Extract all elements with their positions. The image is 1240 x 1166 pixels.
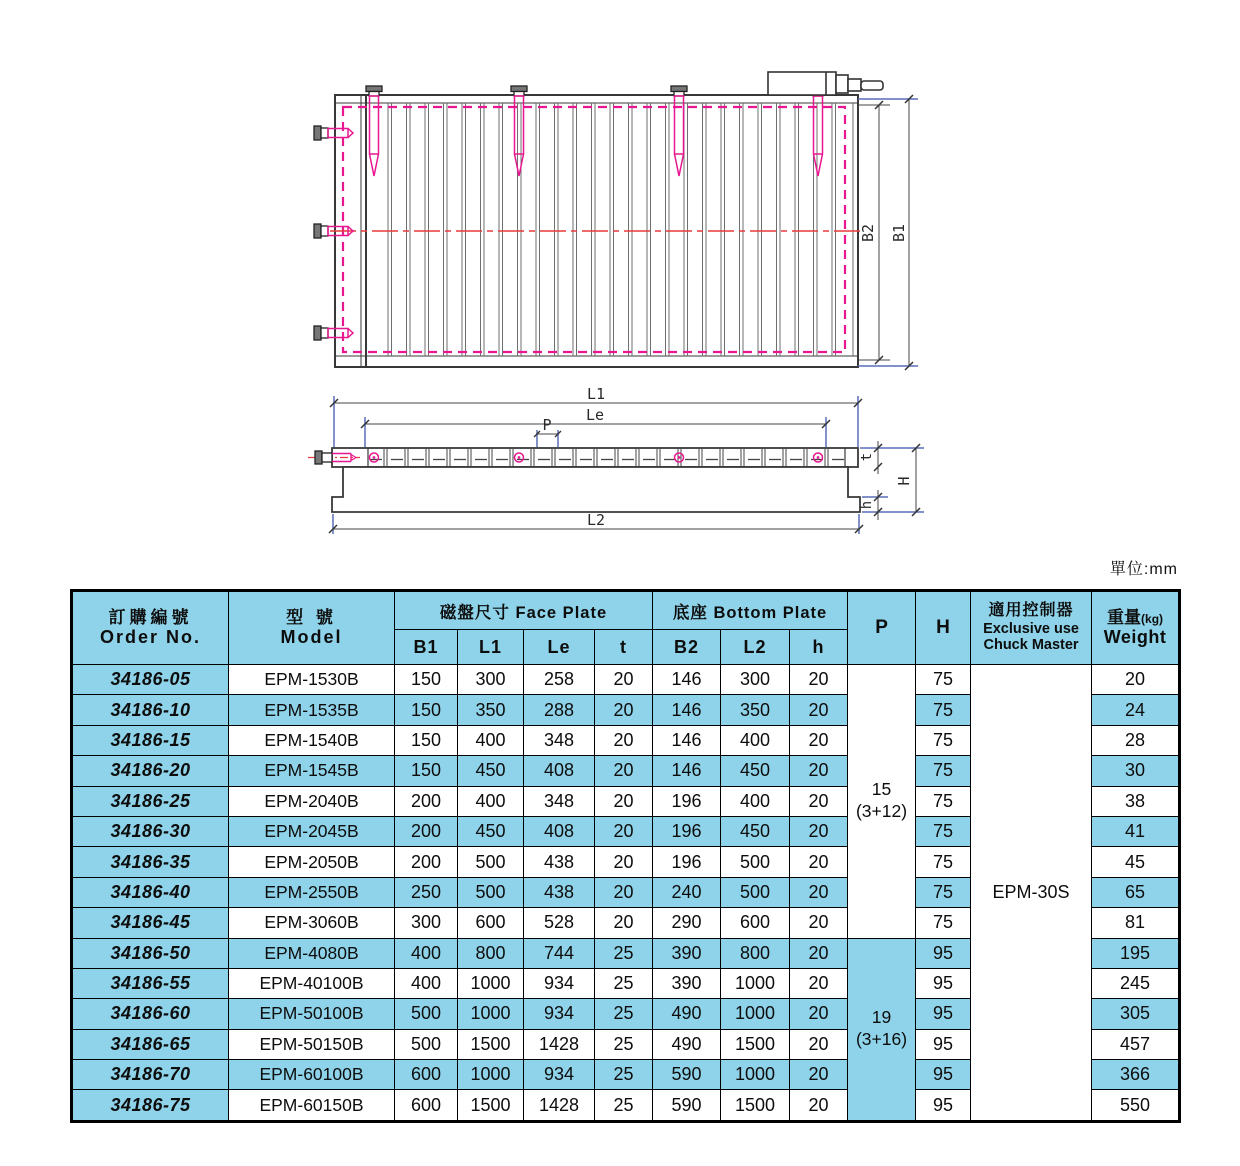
l1-cell: 600 — [458, 908, 524, 938]
header-face-plate: 磁盤尺寸 Face Plate — [395, 591, 653, 630]
order-no-cell: 34186-40 — [72, 877, 229, 907]
model-cell: EPM-1530B — [229, 665, 395, 695]
h-cell: 20 — [790, 1060, 848, 1090]
dim-label-t: t — [859, 452, 875, 462]
H-cell: 75 — [916, 725, 971, 755]
H-cell: 75 — [916, 665, 971, 695]
l2-cell: 1500 — [721, 1029, 790, 1059]
technical-drawing — [0, 0, 1240, 560]
l2-cell: 1000 — [721, 999, 790, 1029]
header-sub-l1: L1 — [458, 630, 524, 665]
l1-cell: 500 — [458, 847, 524, 877]
model-cell: EPM-2045B — [229, 816, 395, 846]
dim-label-b2: B2 — [859, 223, 877, 243]
order-no-cell: 34186-20 — [72, 756, 229, 786]
order-no-cell: 34186-30 — [72, 816, 229, 846]
h-cell: 20 — [790, 968, 848, 998]
weight-cell: 245 — [1092, 968, 1180, 998]
H-cell: 95 — [916, 938, 971, 968]
header-model — [229, 591, 395, 665]
b2-cell: 490 — [653, 1029, 721, 1059]
H-cell: 95 — [916, 1090, 971, 1121]
model-cell: EPM-1540B — [229, 725, 395, 755]
weight-cell: 24 — [1092, 695, 1180, 725]
model-cell: EPM-60100B — [229, 1060, 395, 1090]
weight-cell: 65 — [1092, 877, 1180, 907]
header-p: P — [848, 591, 916, 665]
model-cell: EPM-40100B — [229, 968, 395, 998]
header-model-zh: 型 號 — [286, 607, 337, 627]
weight-cell: 45 — [1092, 847, 1180, 877]
weight-cell: 457 — [1092, 1029, 1180, 1059]
spec-table — [70, 589, 1181, 1123]
model-cell: EPM-1545B — [229, 756, 395, 786]
header-controller-en1: Exclusive use — [983, 620, 1079, 637]
b2-cell: 290 — [653, 908, 721, 938]
model-cell: EPM-3060B — [229, 908, 395, 938]
dim-le — [361, 406, 830, 447]
t-cell: 20 — [595, 695, 653, 725]
dim-l2 — [329, 511, 863, 534]
l2-cell: 1500 — [721, 1090, 790, 1121]
header-weight-unit: (kg) — [1141, 611, 1164, 626]
unit-note: 單位:mm — [1109, 561, 1178, 578]
weight-cell: 30 — [1092, 756, 1180, 786]
t-cell: 25 — [595, 1060, 653, 1090]
header-sub-l2: L2 — [721, 630, 790, 665]
header-order-no — [72, 591, 229, 665]
side-view — [308, 385, 924, 534]
dim-label-l1: L1 — [586, 385, 606, 403]
le-cell: 288 — [524, 695, 595, 725]
l2-cell: 400 — [721, 786, 790, 816]
b2-cell: 146 — [653, 695, 721, 725]
b2-cell: 146 — [653, 725, 721, 755]
l1-cell: 500 — [458, 877, 524, 907]
weight-cell: 20 — [1092, 665, 1180, 695]
l1-cell: 800 — [458, 938, 524, 968]
header-sub-b1: B1 — [395, 630, 458, 665]
h-cell: 20 — [790, 877, 848, 907]
H-cell: 95 — [916, 999, 971, 1029]
dim-label-p: P — [542, 416, 552, 434]
p-merged-line: (3+16) — [855, 1029, 908, 1050]
l1-cell: 1500 — [458, 1029, 524, 1059]
l1-cell: 400 — [458, 725, 524, 755]
dim-label-b1: B1 — [890, 223, 908, 243]
le-cell: 934 — [524, 999, 595, 1029]
le-cell: 348 — [524, 786, 595, 816]
weight-cell: 41 — [1092, 816, 1180, 846]
header-order-no-zh: 訂購編號 — [108, 607, 193, 627]
t-cell: 25 — [595, 999, 653, 1029]
h-cell: 20 — [790, 999, 848, 1029]
t-cell: 20 — [595, 908, 653, 938]
b2-cell: 146 — [653, 756, 721, 786]
H-cell: 75 — [916, 786, 971, 816]
t-cell: 25 — [595, 968, 653, 998]
order-no-cell: 34186-55 — [72, 968, 229, 998]
H-cell: 75 — [916, 695, 971, 725]
weight-cell: 550 — [1092, 1090, 1180, 1121]
dim-label-h-step: h — [859, 500, 875, 510]
header-sub-t: t — [595, 630, 653, 665]
header-controller-zh: 適用控制器 — [988, 602, 1074, 620]
h-cell: 20 — [790, 695, 848, 725]
face-plate-strip — [332, 448, 858, 467]
order-no-cell: 34186-15 — [72, 725, 229, 755]
b1-cell: 150 — [395, 756, 458, 786]
bottom-plate-profile — [332, 467, 860, 512]
connector — [768, 72, 883, 95]
b2-cell: 196 — [653, 847, 721, 877]
model-cell: EPM-2040B — [229, 786, 395, 816]
b2-cell: 590 — [653, 1060, 721, 1090]
b2-cell: 240 — [653, 877, 721, 907]
p-merged-line: 15 — [871, 779, 892, 800]
b1-cell: 150 — [395, 665, 458, 695]
b1-cell: 600 — [395, 1090, 458, 1121]
p-merged-line: (3+12) — [855, 801, 908, 822]
le-cell: 258 — [524, 665, 595, 695]
b2-cell: 196 — [653, 816, 721, 846]
dim-h-step — [859, 490, 888, 520]
l1-cell: 450 — [458, 816, 524, 846]
t-cell: 20 — [595, 725, 653, 755]
model-cell: EPM-2050B — [229, 847, 395, 877]
l1-cell: 1000 — [458, 999, 524, 1029]
h-cell: 20 — [790, 908, 848, 938]
dim-label-l2: L2 — [586, 511, 606, 529]
b1-cell: 150 — [395, 725, 458, 755]
H-cell: 75 — [916, 877, 971, 907]
dim-b2 — [859, 101, 890, 364]
b1-cell: 200 — [395, 816, 458, 846]
t-cell: 20 — [595, 786, 653, 816]
l1-cell: 1000 — [458, 968, 524, 998]
model-cell: EPM-50150B — [229, 1029, 395, 1059]
t-cell: 20 — [595, 756, 653, 786]
h-cell: 20 — [790, 725, 848, 755]
h-cell: 20 — [790, 665, 848, 695]
b1-cell: 200 — [395, 847, 458, 877]
le-cell: 934 — [524, 1060, 595, 1090]
b1-cell: 500 — [395, 1029, 458, 1059]
header-sub-h: h — [790, 630, 848, 665]
t-cell: 25 — [595, 938, 653, 968]
b2-cell: 590 — [653, 1090, 721, 1121]
p-merged-cell — [848, 665, 916, 939]
b1-cell: 500 — [395, 999, 458, 1029]
b1-cell: 150 — [395, 695, 458, 725]
weight-cell: 195 — [1092, 938, 1180, 968]
b2-cell: 390 — [653, 938, 721, 968]
top-view — [314, 72, 918, 370]
model-cell: EPM-2550B — [229, 877, 395, 907]
order-no-cell: 34186-50 — [72, 938, 229, 968]
connector-step1 — [836, 75, 848, 93]
l2-cell: 450 — [721, 756, 790, 786]
t-cell: 20 — [595, 847, 653, 877]
t-cell: 25 — [595, 1090, 653, 1121]
order-no-cell: 34186-65 — [72, 1029, 229, 1059]
weight-cell: 366 — [1092, 1060, 1180, 1090]
header-sub-le: Le — [524, 630, 595, 665]
order-no-cell: 34186-10 — [72, 695, 229, 725]
t-cell: 20 — [595, 665, 653, 695]
model-cell: EPM-60150B — [229, 1090, 395, 1121]
l2-cell: 800 — [721, 938, 790, 968]
l2-cell: 500 — [721, 847, 790, 877]
dim-p — [534, 416, 561, 447]
H-cell: 75 — [916, 908, 971, 938]
l1-cell: 1000 — [458, 1060, 524, 1090]
l2-cell: 600 — [721, 908, 790, 938]
l1-cell: 1500 — [458, 1090, 524, 1121]
H-cell: 75 — [916, 816, 971, 846]
b1-cell: 400 — [395, 968, 458, 998]
header-model-en: Model — [280, 627, 343, 648]
header-h: H — [916, 591, 971, 665]
b1-cell: 400 — [395, 938, 458, 968]
order-no-cell: 34186-25 — [72, 786, 229, 816]
l2-cell: 1000 — [721, 968, 790, 998]
l1-cell: 350 — [458, 695, 524, 725]
p-merged-cell — [848, 938, 916, 1121]
t-cell: 20 — [595, 877, 653, 907]
l2-cell: 350 — [721, 695, 790, 725]
dim-label-le: Le — [585, 406, 605, 424]
le-cell: 438 — [524, 847, 595, 877]
dim-label-h-total: H — [895, 476, 913, 486]
p-merged-line: 19 — [871, 1007, 892, 1028]
header-order-no-en: Order No. — [99, 627, 201, 648]
b1-cell: 200 — [395, 786, 458, 816]
connector-step2 — [848, 79, 861, 91]
h-cell: 20 — [790, 756, 848, 786]
le-cell: 528 — [524, 908, 595, 938]
h-cell: 20 — [790, 847, 848, 877]
H-cell: 75 — [916, 756, 971, 786]
l2-cell: 450 — [721, 816, 790, 846]
b2-cell: 390 — [653, 968, 721, 998]
le-cell: 1428 — [524, 1029, 595, 1059]
b1-cell: 600 — [395, 1060, 458, 1090]
weight-cell: 305 — [1092, 999, 1180, 1029]
t-cell: 20 — [595, 816, 653, 846]
b2-cell: 196 — [653, 786, 721, 816]
order-no-cell: 34186-75 — [72, 1090, 229, 1121]
order-no-cell: 34186-35 — [72, 847, 229, 877]
b1-cell: 250 — [395, 877, 458, 907]
weight-cell: 38 — [1092, 786, 1180, 816]
h-cell: 20 — [790, 1029, 848, 1059]
controller-merged-cell: EPM-30S — [971, 665, 1092, 1122]
header-weight-en: Weight — [1103, 627, 1167, 648]
l2-cell: 1000 — [721, 1060, 790, 1090]
model-cell: EPM-50100B — [229, 999, 395, 1029]
t-cell: 25 — [595, 1029, 653, 1059]
h-cell: 20 — [790, 816, 848, 846]
order-no-cell: 34186-60 — [72, 999, 229, 1029]
le-cell: 744 — [524, 938, 595, 968]
h-cell: 20 — [790, 786, 848, 816]
model-cell: EPM-1535B — [229, 695, 395, 725]
l1-cell: 400 — [458, 786, 524, 816]
h-cell: 20 — [790, 1090, 848, 1121]
header-weight — [1092, 591, 1180, 665]
header-bottom-plate: 底座 Bottom Plate — [653, 591, 848, 630]
le-cell: 408 — [524, 756, 595, 786]
le-cell: 1428 — [524, 1090, 595, 1121]
weight-cell: 81 — [1092, 908, 1180, 938]
header-weight-zh: 重量(kg) — [1107, 607, 1164, 627]
l2-cell: 500 — [721, 877, 790, 907]
l2-cell: 300 — [721, 665, 790, 695]
l1-cell: 450 — [458, 756, 524, 786]
H-cell: 95 — [916, 1029, 971, 1059]
dim-t — [859, 441, 888, 474]
le-cell: 408 — [524, 816, 595, 846]
H-cell: 95 — [916, 1060, 971, 1090]
H-cell: 75 — [916, 847, 971, 877]
le-cell: 934 — [524, 968, 595, 998]
le-cell: 438 — [524, 877, 595, 907]
l2-cell: 400 — [721, 725, 790, 755]
order-no-cell: 34186-45 — [72, 908, 229, 938]
H-cell: 95 — [916, 968, 971, 998]
h-cell: 20 — [790, 938, 848, 968]
connector-plug — [861, 81, 883, 90]
table-row — [72, 665, 1180, 695]
weight-cell: 28 — [1092, 725, 1180, 755]
header-controller-en2: Chuck Master — [983, 637, 1079, 654]
model-cell: EPM-4080B — [229, 938, 395, 968]
l1-cell: 300 — [458, 665, 524, 695]
order-no-cell: 34186-05 — [72, 665, 229, 695]
header-sub-b2: B2 — [653, 630, 721, 665]
le-cell: 348 — [524, 725, 595, 755]
b2-cell: 146 — [653, 665, 721, 695]
b1-cell: 300 — [395, 908, 458, 938]
header-controller — [971, 591, 1092, 665]
b2-cell: 490 — [653, 999, 721, 1029]
order-no-cell: 34186-70 — [72, 1060, 229, 1090]
